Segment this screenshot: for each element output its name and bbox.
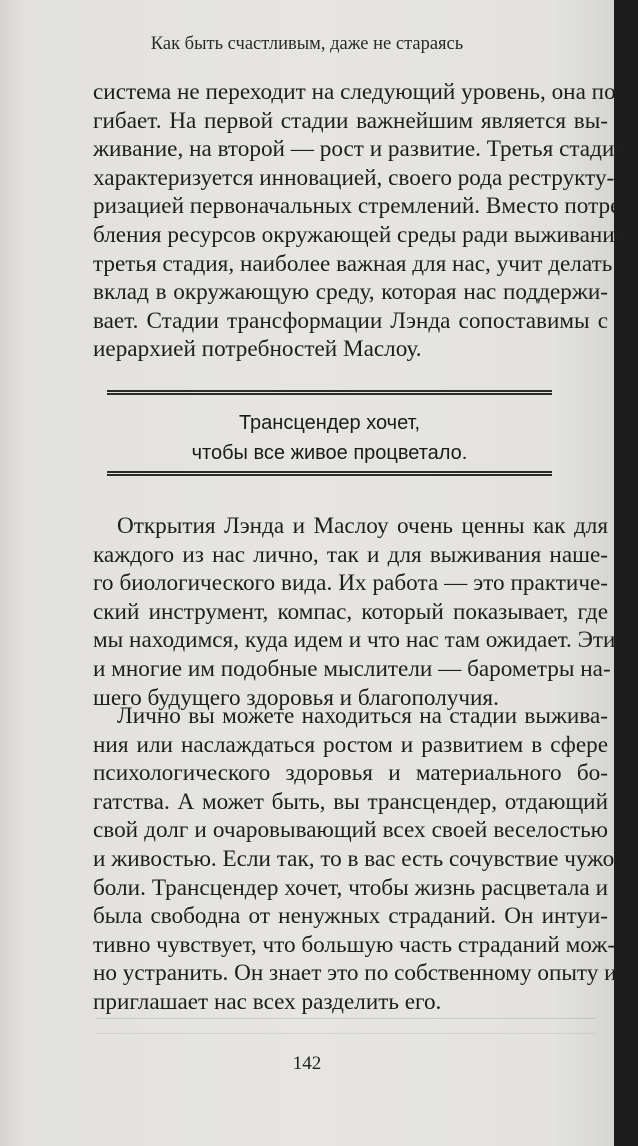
text-line: вклад в окружающую среду, которая нас поддержи-: [93, 279, 608, 306]
text-line: иерархией потребностей Маслоу.: [93, 336, 422, 363]
show-through-text: [95, 1018, 595, 1034]
text-line: психологического здоровья и материального бо-: [93, 760, 608, 787]
text-line: Лично вы можете находиться на стадии выжива-: [117, 703, 608, 729]
text-line: приглашает нас всех разделить его.: [93, 988, 442, 1015]
text-line: гатства. А может быть, вы трансцендер, отдающий: [93, 788, 608, 815]
text-line: го биологического вида. Их работа — это практиче-: [93, 570, 608, 597]
text-line: вает. Стадии трансформации Лэнда сопоставимы с: [93, 307, 608, 334]
pull-quote-line: Трансцендер хочет,: [238, 412, 421, 434]
pull-quote: [107, 408, 552, 468]
text-line: характеризуется инновацией, своего рода реструкту-: [93, 164, 615, 191]
text-line: но устранить. Он знает это по собственному опыту и: [93, 960, 617, 987]
page-number: 142: [292, 1053, 322, 1074]
text-line: ский инструмент, компас, который показывает, где: [93, 598, 608, 625]
body-paragraph-1: [93, 512, 616, 712]
text-line: ризацией первоначальных стремлений. Вместо потре-: [93, 193, 629, 220]
text-line: Открытия Лэнда и Маслоу очень ценны как для: [117, 513, 608, 539]
text-line: система не переходит на следующий уровень, она по-: [93, 79, 624, 105]
text-line: была свободна от ненужных страданий. Он интуи-: [93, 903, 608, 930]
text-line: гибает. На первой стадии важнейшим является вы-: [93, 107, 608, 134]
text-line: третья стадия, наиболее важная для нас, учит делать: [93, 250, 613, 277]
body-paragraph-2: [93, 702, 627, 1017]
intro-paragraph: [93, 78, 629, 364]
text-line: и многие им подобные мыслители — барометры на-: [93, 655, 611, 682]
text-line: шего будущего здоровья и благополучия.: [93, 684, 499, 711]
text-line: мы находимся, куда идем и что нас там ожидает. Эти: [93, 627, 616, 654]
text-line: живание, на второй — рост и развитие. Третья стадия: [93, 136, 625, 163]
text-line: свой долг и очаровывающий всех своей веселостью: [93, 817, 608, 844]
text-line: ния или наслаждаться ростом и развитием в сфере: [93, 731, 608, 758]
pull-quote-top-rule: [107, 390, 552, 395]
pull-quote-line: чтобы все живое процветало.: [191, 442, 468, 464]
text-line: боли. Трансцендер хочет, чтобы жизнь расцветала и: [93, 874, 608, 901]
text-line: тивно чувствует, что большую часть страданий мож-: [93, 931, 616, 958]
text-line: и живостью. Если так, то в вас есть сочувствие чужой: [93, 845, 627, 872]
pull-quote-bottom-rule: [107, 471, 552, 476]
running-head: Как быть счастливым, даже не стараясь: [150, 34, 464, 54]
text-line: каждого из нас лично, так и для выживания наше-: [93, 541, 608, 568]
text-line: бления ресурсов окружающей среды ради выживания: [93, 221, 626, 248]
